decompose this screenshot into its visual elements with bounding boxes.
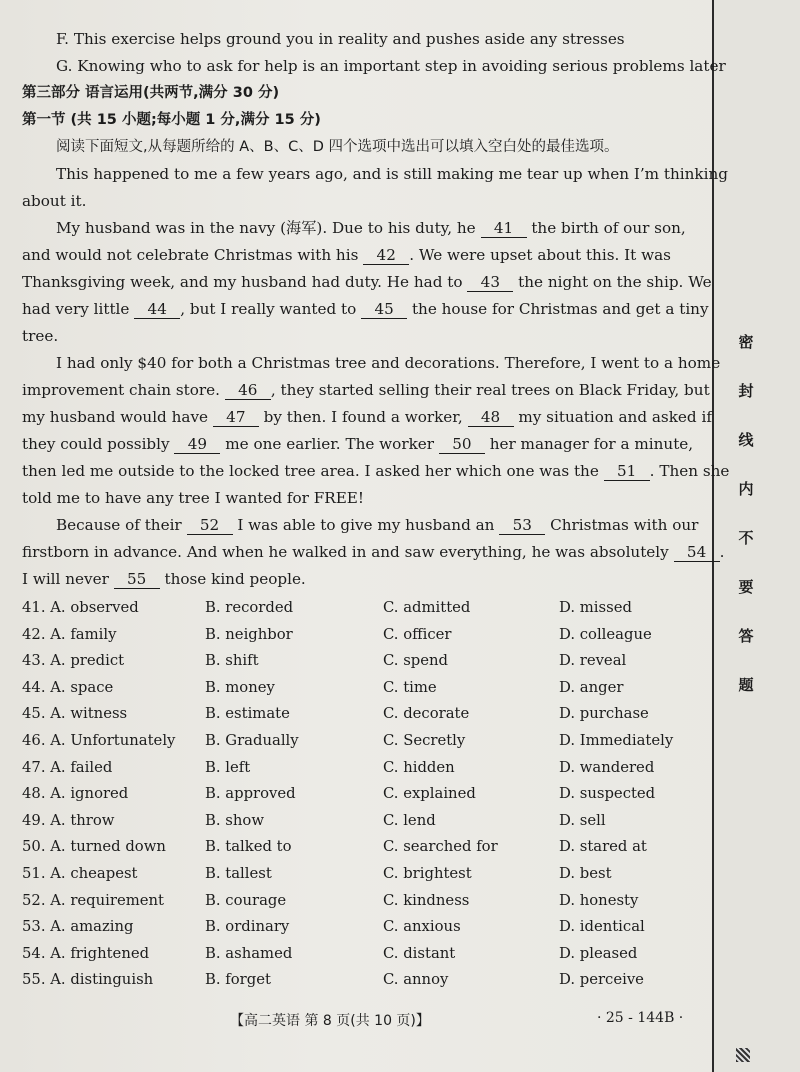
page-content bbox=[22, 26, 730, 994]
passage-line: tree. bbox=[22, 327, 59, 345]
option-choice: 54. A. frightened bbox=[22, 944, 150, 962]
passage-line: I had only $40 for both a Christmas tree and decorations. Therefore, I went to a home bbox=[56, 354, 721, 372]
option-choice: B. Gradually bbox=[205, 731, 299, 749]
part3-title: 第三部分 语言运用(共两节,满分 30 分) bbox=[22, 85, 280, 101]
option-choice: D. best bbox=[559, 864, 612, 882]
blank-42: 42 bbox=[363, 246, 409, 265]
blank-49: 49 bbox=[174, 435, 220, 454]
seal-char: 内 bbox=[738, 480, 754, 498]
option-choice: D. sell bbox=[559, 811, 606, 829]
blank-55: 55 bbox=[114, 570, 160, 589]
seal-char: 答 bbox=[738, 627, 754, 645]
instruction: 阅读下面短文,从每题所给的 A、B、C、D 四个选项中选出可以填入空白处的最佳选项。 bbox=[56, 139, 619, 155]
passage-line: firstborn in advance. And when he walked in and saw everything, he was absolutely 54 . bbox=[22, 543, 725, 561]
option-choice: C. spend bbox=[383, 652, 449, 670]
option-choice: D. colleague bbox=[559, 625, 652, 643]
seal-char: 线 bbox=[738, 431, 754, 449]
option-choice: 42. A. family bbox=[22, 625, 117, 643]
option-choice: C. time bbox=[383, 678, 437, 696]
blank-52: 52 bbox=[187, 516, 233, 535]
option-choice: C. officer bbox=[383, 625, 452, 643]
option-choice: B. left bbox=[205, 758, 251, 776]
option-choice: C. kindness bbox=[383, 891, 470, 909]
option-row bbox=[22, 755, 702, 782]
option-row bbox=[22, 967, 702, 994]
blank-43: 43 bbox=[467, 273, 513, 292]
paper-code: · 25 - 144B · bbox=[597, 1010, 684, 1026]
blank-44: 44 bbox=[134, 300, 180, 319]
option-choice: 52. A. requirement bbox=[22, 891, 164, 909]
passage-line: and would not celebrate Christmas with his 42 . We were upset about this. It was bbox=[22, 246, 671, 264]
option-choice: C. distant bbox=[383, 944, 456, 962]
option-choice: C. searched for bbox=[383, 838, 498, 856]
seal-char: 题 bbox=[738, 676, 754, 694]
option-choice: B. neighbor bbox=[205, 625, 293, 643]
option-choice: B. show bbox=[205, 811, 264, 829]
option-row bbox=[22, 888, 702, 915]
seal-line-notice bbox=[732, 318, 760, 710]
option-choice: 44. A. space bbox=[22, 678, 114, 696]
option-row bbox=[22, 914, 702, 941]
passage-line: Because of their 52 I was able to give my husband an 53 Christmas with our bbox=[56, 516, 699, 534]
option-row bbox=[22, 781, 702, 808]
option-choice: 41. A. observed bbox=[22, 599, 139, 616]
option-choice: D. suspected bbox=[559, 785, 656, 803]
option-choice: 55. A. distinguish bbox=[22, 971, 154, 989]
option-choice: B. recorded bbox=[205, 599, 294, 616]
option-row bbox=[22, 675, 702, 702]
passage-line: Thanksgiving week, and my husband had duty. He had to 43 the night on the ship. We bbox=[22, 273, 712, 291]
option-choice: 46. A. Unfortunately bbox=[22, 731, 176, 749]
option-choice: B. tallest bbox=[205, 864, 272, 882]
passage bbox=[22, 161, 730, 593]
option-choice: B. courage bbox=[205, 891, 287, 909]
seal-char: 不 bbox=[738, 529, 754, 547]
option-row bbox=[22, 622, 702, 649]
option-choice: C. hidden bbox=[383, 758, 455, 776]
scanner-watermark bbox=[736, 1044, 796, 1066]
option-choice: D. pleased bbox=[559, 944, 638, 962]
passage-line: I will never 55 those kind people. bbox=[22, 570, 306, 588]
option-choice: C. admitted bbox=[383, 599, 471, 616]
passage-line: had very little 44 , but I really wanted to 45 the house for Christmas and get a tiny bbox=[22, 300, 709, 318]
blank-46: 46 bbox=[225, 381, 271, 400]
page-footer: 【高二英语 第 8 页(共 10 页)】 bbox=[230, 1013, 430, 1029]
option-choice: 47. A. failed bbox=[22, 758, 113, 776]
blank-47: 47 bbox=[213, 408, 259, 427]
option-choice: B. ordinary bbox=[205, 918, 290, 936]
option-choice: D. wandered bbox=[559, 758, 655, 776]
option-choice: D. purchase bbox=[559, 705, 649, 723]
option-choice: 50. A. turned down bbox=[22, 838, 166, 856]
option-choice: C. brightest bbox=[383, 864, 472, 882]
option-choice: D. anger bbox=[559, 678, 624, 696]
passage-line: improvement chain store. 46 , they started selling their real trees on Black Friday, but bbox=[22, 381, 710, 399]
option-choice: C. Secretly bbox=[383, 731, 466, 749]
option-choice: B. forget bbox=[205, 971, 271, 989]
option-row bbox=[22, 595, 702, 622]
option-choice: 48. A. ignored bbox=[22, 785, 129, 803]
option-choice: C. anxious bbox=[383, 918, 461, 936]
option-row bbox=[22, 648, 702, 675]
option-choice: C. lend bbox=[383, 811, 436, 829]
option-choice: B. approved bbox=[205, 785, 296, 803]
blank-54: 54 bbox=[674, 543, 720, 562]
blank-53: 53 bbox=[499, 516, 545, 535]
passage-line: This happened to me a few years ago, and is still making me tear up when I’m thinking bbox=[56, 165, 728, 183]
option-choice: B. ashamed bbox=[205, 944, 293, 962]
answer-options bbox=[22, 595, 702, 994]
blank-41: 41 bbox=[481, 219, 527, 238]
option-choice: C. decorate bbox=[383, 705, 470, 723]
option-choice: D. Immediately bbox=[559, 731, 674, 749]
passage-line: about it. bbox=[22, 192, 87, 210]
option-choice: D. identical bbox=[559, 918, 645, 936]
option-choice: C. annoy bbox=[383, 971, 449, 989]
option-choice: 53. A. amazing bbox=[22, 918, 134, 936]
qr-code-icon bbox=[736, 1048, 750, 1062]
option-choice: C. explained bbox=[383, 785, 476, 803]
option-f-line: F. This exercise helps ground you in reality and pushes aside any stresses bbox=[56, 30, 625, 48]
option-choice: 49. A. throw bbox=[22, 811, 115, 829]
section1-title: 第一节 (共 15 小题;每小题 1 分,满分 15 分) bbox=[22, 112, 321, 128]
option-row bbox=[22, 941, 702, 968]
blank-45: 45 bbox=[361, 300, 407, 319]
option-choice: 45. A. witness bbox=[22, 705, 128, 723]
blank-48: 48 bbox=[468, 408, 514, 427]
blank-51: 51 bbox=[604, 462, 650, 481]
seal-char: 要 bbox=[738, 578, 754, 596]
seal-char: 密 bbox=[738, 333, 754, 351]
option-choice: B. money bbox=[205, 678, 275, 696]
option-choice: D. perceive bbox=[559, 971, 644, 989]
option-choice: 43. A. predict bbox=[22, 652, 125, 670]
option-choice: 51. A. cheapest bbox=[22, 864, 138, 882]
option-g-line: G. Knowing who to ask for help is an important step in avoiding serious problems later bbox=[56, 57, 726, 75]
option-choice: D. honesty bbox=[559, 891, 639, 909]
option-row bbox=[22, 861, 702, 888]
option-choice: D. reveal bbox=[559, 652, 627, 670]
option-choice: B. estimate bbox=[205, 705, 290, 723]
passage-line: My husband was in the navy (海军). Due to his duty, he 41 the birth of our son, bbox=[56, 219, 686, 237]
option-row bbox=[22, 701, 702, 728]
option-row bbox=[22, 808, 702, 835]
blank-50: 50 bbox=[439, 435, 485, 454]
passage-line: my husband would have 47 by then. I found a worker, 48 my situation and asked if bbox=[22, 408, 712, 426]
seal-char: 封 bbox=[738, 382, 754, 400]
passage-line: then led me outside to the locked tree area. I asked her which one was the 51 . Then she bbox=[22, 462, 730, 480]
passage-line: told me to have any tree I wanted for FREE! bbox=[22, 489, 364, 507]
option-row bbox=[22, 728, 702, 755]
option-choice: B. shift bbox=[205, 652, 259, 670]
option-choice: B. talked to bbox=[205, 838, 292, 856]
option-choice: D. missed bbox=[559, 599, 632, 616]
option-row bbox=[22, 834, 702, 861]
option-choice: D. stared at bbox=[559, 838, 647, 856]
passage-line: they could possibly 49 me one earlier. The worker 50 her manager for a minute, bbox=[22, 435, 694, 453]
